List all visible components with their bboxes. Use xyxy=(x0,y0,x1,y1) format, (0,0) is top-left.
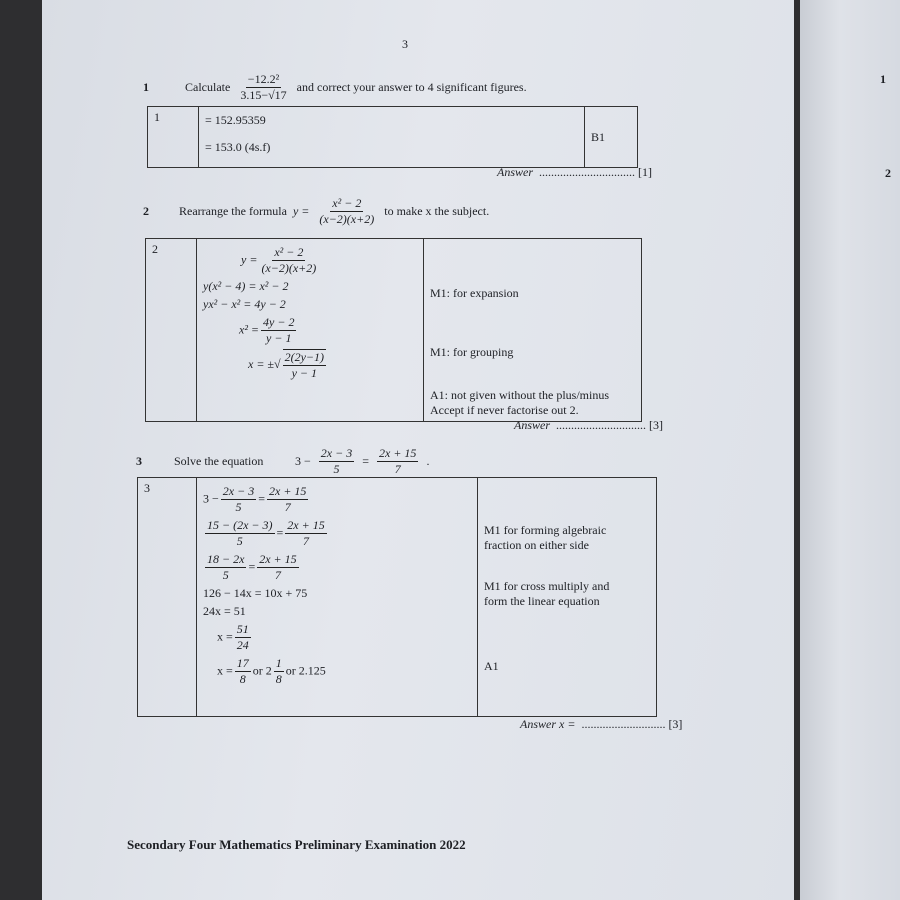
numerator: 2x + 15 xyxy=(259,552,297,566)
working-text: x² = xyxy=(239,322,260,337)
numerator: x² − 2 xyxy=(274,245,304,259)
mark-scheme-table-1 xyxy=(147,106,638,168)
numerator: 15 − (2x − 3) xyxy=(207,518,273,532)
denominator: y − 1 xyxy=(291,366,318,380)
working-text: x = xyxy=(217,663,233,678)
denominator: 5 xyxy=(333,462,340,476)
prompt-text: Solve the equation xyxy=(174,454,264,468)
working-text: x = xyxy=(217,629,233,644)
mark-note: M1 for cross multiply and xyxy=(484,579,610,593)
question-number: 3 xyxy=(136,454,142,468)
working-text: y = xyxy=(241,252,258,267)
working-cell xyxy=(197,478,478,717)
denominator: 5 xyxy=(222,568,229,582)
denominator: y − 1 xyxy=(266,331,292,345)
answer-line-3 xyxy=(520,717,682,732)
working-text: x = ±√ xyxy=(248,356,281,371)
question-2 xyxy=(143,196,489,227)
mark-scheme-table-3 xyxy=(137,477,657,717)
scheme-number: 2 xyxy=(146,239,197,422)
numerator: 2x + 15 xyxy=(269,484,307,498)
denominator: 7 xyxy=(394,462,401,476)
page-number: 3 xyxy=(402,37,408,51)
fraction xyxy=(317,196,376,227)
denominator: 7 xyxy=(303,534,310,548)
scheme-number: 1 xyxy=(148,107,199,168)
adjacent-question-number: 2 xyxy=(885,166,891,180)
answer-label: Answer xyxy=(514,418,550,432)
working-line: = 153.0 (4s.f) xyxy=(205,140,271,154)
numerator: 2x + 15 xyxy=(379,446,417,460)
answer-blank: ............................ xyxy=(581,717,666,731)
numerator: 1 xyxy=(275,656,282,670)
answer-line-1 xyxy=(497,165,652,180)
page-footer: Secondary Four Mathematics Preliminary Examination 2022 xyxy=(127,837,466,852)
working-line: 24x = 51 xyxy=(203,604,246,618)
working-text: or 2.125 xyxy=(285,663,326,678)
numerator: x² − 2 xyxy=(332,196,362,210)
mark-total: [3] xyxy=(668,717,683,731)
mark-note: Accept if never factorise out 2. xyxy=(430,403,579,417)
marks-cell xyxy=(478,478,657,717)
denominator: 3.15−√17 xyxy=(240,88,287,102)
numerator: 4y − 2 xyxy=(263,315,295,329)
answer-label: Answer x = xyxy=(520,717,576,731)
working-line: y(x² − 4) = x² − 2 xyxy=(203,279,289,293)
fraction xyxy=(238,72,288,103)
working-text: or 2 xyxy=(252,663,272,678)
denominator: 7 xyxy=(284,500,291,514)
denominator: 5 xyxy=(236,534,243,548)
prompt-text: and correct your answer to 4 significant figures. xyxy=(296,80,527,94)
mark-note: A1: not given without the plus/minus xyxy=(430,388,609,402)
formula-lhs: y = xyxy=(292,204,310,218)
working-text: 3 − xyxy=(203,491,219,506)
question-1 xyxy=(143,72,527,103)
prompt-text: Calculate xyxy=(185,80,231,94)
mark-total: [1] xyxy=(638,165,652,179)
denominator: 8 xyxy=(275,672,282,686)
mark-note: A1 xyxy=(484,659,499,673)
adjacent-page xyxy=(800,0,900,900)
mark-note: M1 for forming algebraic xyxy=(484,523,607,537)
answer-line-2 xyxy=(514,418,663,433)
mark-note: M1: for expansion xyxy=(430,286,519,300)
prompt-text: Rearrange the formula xyxy=(179,204,287,218)
numerator: 2x + 15 xyxy=(287,518,325,532)
numerator: 18 − 2x xyxy=(207,552,245,566)
prompt-text: to make x the subject. xyxy=(384,204,490,218)
scheme-number: 3 xyxy=(138,478,197,717)
marks-cell xyxy=(424,239,642,422)
marks-cell: B1 xyxy=(585,107,638,168)
denominator: (x−2)(x+2) xyxy=(261,261,317,275)
mark-total: [3] xyxy=(649,418,663,432)
working-line: = 152.95359 xyxy=(205,113,266,127)
working-text: = xyxy=(276,525,284,540)
equation-text: = xyxy=(362,454,369,468)
working-text: = xyxy=(258,491,265,506)
answer-blank: .............................. xyxy=(556,418,646,432)
numerator: 51 xyxy=(236,622,249,636)
equation-text: 3 − xyxy=(295,454,311,468)
numerator: 2x − 3 xyxy=(320,446,353,460)
denominator: (x−2)(x+2) xyxy=(319,212,375,226)
adjacent-question-number: 1 xyxy=(880,72,886,86)
mark-scheme-table-2 xyxy=(145,238,642,422)
question-number: 2 xyxy=(143,204,149,218)
mark-note: form the linear equation xyxy=(484,594,600,608)
equation-text: . xyxy=(426,454,430,468)
question-3 xyxy=(136,446,429,477)
working-line: yx² − x² = 4y − 2 xyxy=(203,297,286,311)
numerator: 2x − 3 xyxy=(222,484,255,498)
denominator: 24 xyxy=(236,638,249,652)
answer-blank: ................................ xyxy=(539,165,635,179)
denominator: 7 xyxy=(274,568,281,582)
working-line: 126 − 14x = 10x + 75 xyxy=(203,586,308,600)
mark-note: M1: for grouping xyxy=(430,345,514,359)
working-cell xyxy=(197,239,424,422)
working-cell xyxy=(199,107,585,168)
denominator: 5 xyxy=(235,500,242,514)
question-number: 1 xyxy=(143,80,149,94)
answer-label: Answer xyxy=(497,165,533,179)
mark-note: fraction on either side xyxy=(484,538,589,552)
working-text: = xyxy=(248,559,256,574)
numerator: −12.2² xyxy=(247,72,280,86)
numerator: 17 xyxy=(236,656,249,670)
numerator: 2(2y−1) xyxy=(284,350,325,364)
denominator: 8 xyxy=(239,672,246,686)
